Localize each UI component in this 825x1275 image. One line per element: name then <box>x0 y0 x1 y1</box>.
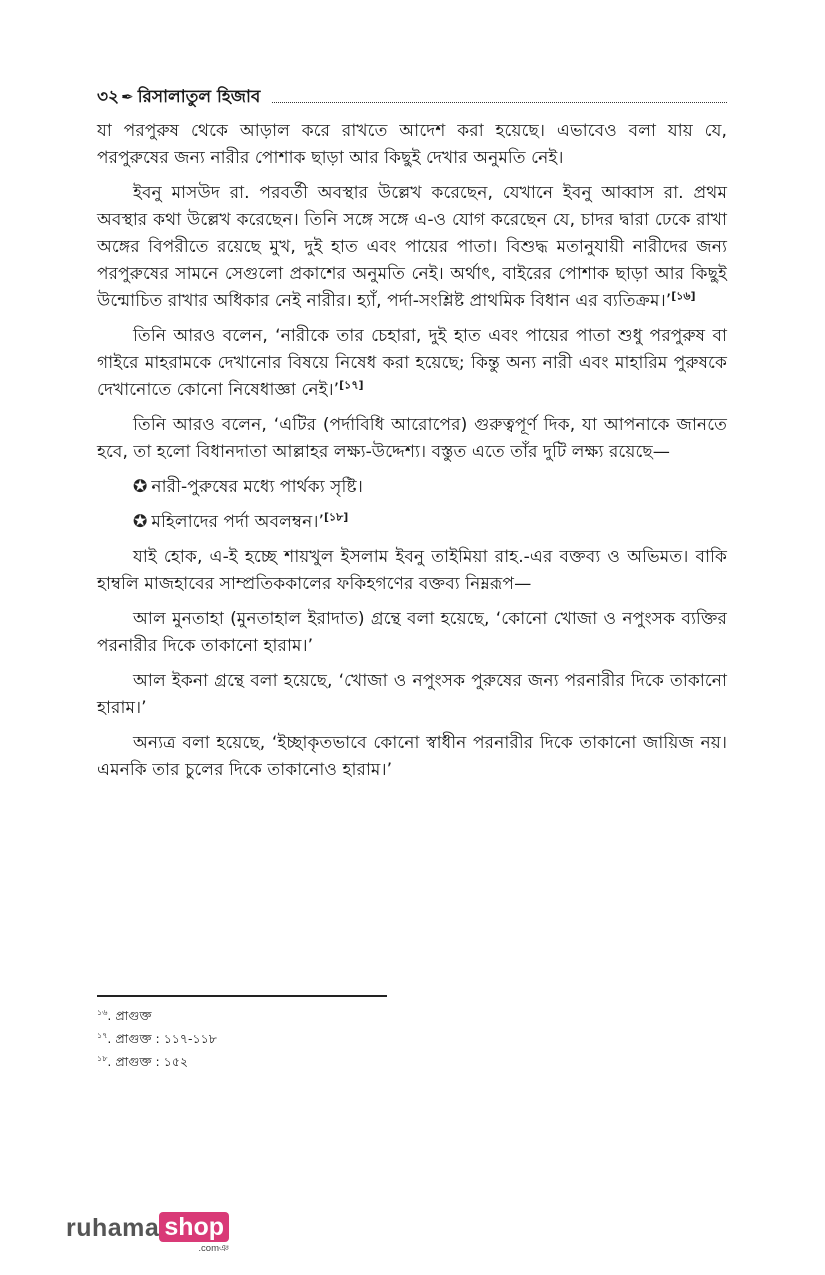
paragraph-2: ইবনু মাসউদ রা. পরবর্তী অবস্থার উল্লেখ করেছেন, যেখানে ইবনু আব্বাস রা. প্রথম অবস্থার কথা উল্লেখ করেছেন। তিনি সঙ্গে সঙ্গে এ-ও যোগ করেছেন যে, চাদর দ্বারা ঢেকে রাখা অঙ্গের বিপরীতে রয়েছে মুখ, দুই হাত এবং পায়ের পাতা। বিশুদ্ধ মতানুযায়ী নারীদের জন্য পরপুরুষের সামনে সেগুলো প্রকাশের অনুমতি নেই। অর্থাৎ, বাইরের পোশাক ছাড়া আর কিছুই উন্মোচিত রাখার অধিকার নেই নারীর। হ্যাঁ, পর্দা-সংশ্লিষ্ট প্রাথমিক বিধান এর ব্যতিক্রম।’[১৬] <box>97 183 727 311</box>
paragraph-6: আল মুনতাহা (মুনতাহাল ইরাদাত) গ্রন্থে বলা হয়েছে, ‘কোনো খোজা ও নপুংসক ব্যক্তির পরনারীর দিকে তাকানো হারাম।’ <box>97 609 727 656</box>
book-title: রিসালাতুল হিজাব <box>137 87 261 107</box>
pen-icon: ✒ <box>121 88 134 106</box>
logo-text-domain: .comঞ <box>198 1243 230 1254</box>
footnote-ref-16[interactable]: [১৬] <box>671 289 696 303</box>
logo-text-shop: shop <box>159 1212 229 1242</box>
footnote-ref-18[interactable]: [১৮] <box>323 510 349 524</box>
logo-text-ruhama: ruhama <box>66 1214 160 1242</box>
paragraph-1: যা পরপুরুষ থেকে আড়াল করে রাখতে আদেশ করা হয়েছে। এভাবেও বলা যায় যে, পরপুরুষের জন্য নারীর পোশাক ছাড়া আর কিছুই দেখার অনুমতি নেই। <box>97 121 727 168</box>
footnotes <box>97 1004 497 1073</box>
body-text <box>97 118 727 792</box>
bullet-icon: ✪ <box>133 477 148 497</box>
list-item: ✪ মহিলাদের পর্দা অবলম্বন।’[১৮] <box>133 510 349 532</box>
footnote-ref-17[interactable]: [১৭] <box>339 378 364 392</box>
paragraph-8: অন্যত্র বলা হয়েছে, ‘ইচ্ছাকৃতভাবে কোনো স্বাধীন পরনারীর দিকে তাকানো জায়িজ নয়। এমনকি তার চুলের দিকে তাকানোও হারাম।’ <box>97 733 727 780</box>
paragraph-7: আল ইকনা গ্রন্থে বলা হয়েছে, ‘খোজা ও নপুংসক পুরুষের জন্য পরনারীর দিকে তাকানো হারাম।’ <box>97 671 727 718</box>
footnote-18: $^{১৮}$. প্রাগুক্ত : ১৫২ <box>97 1053 189 1069</box>
footnote-divider <box>97 995 387 997</box>
paragraph-5: যাই হোক, এ-ই হচ্ছে শায়খুল ইসলাম ইবনু তাইমিয়া রাহ.-এর বক্তব্য ও অভিমত। বাকি হাম্বলি মাজহাবের সাম্প্রতিককালের ফকিহগণের বক্তব্য নিম্নরূপ— <box>97 547 727 594</box>
page-number: ৩২ <box>97 87 120 107</box>
running-header <box>97 84 727 108</box>
ruhamashop-logo <box>66 1212 229 1252</box>
paragraph-3: তিনি আরও বলেন, ‘নারীকে তার চেহারা, দুই হাত এবং পায়ের পাতা শুধু পরপুরুষ বা গাইরে মাহরামকে দেখানোর বিষয়ে নিষেধ করা হয়েছে; কিন্তু অন্য নারী এবং মাহারিম পুরুষকে দেখানোতে কোনো নিষেধাজ্ঞা নেই।’[১৭] <box>97 326 727 400</box>
footnote-16: $^{১৬}$. প্রাগুক্ত <box>97 1007 152 1023</box>
list-item: ✪ নারী-পুরুষের মধ্যে পার্থক্য সৃষ্টি। <box>133 477 363 497</box>
header-dotted-rule <box>272 102 727 103</box>
footnote-17: $^{১৭}$. প্রাগুক্ত : ১১৭-১১৮ <box>97 1030 217 1046</box>
paragraph-4: তিনি আরও বলেন, ‘এটির (পর্দাবিধি আরোপের) গুরুত্বপূর্ণ দিক, যা আপনাকে জানতে হবে, তা হলো বিধানদাতা আল্লাহর লক্ষ্য-উদ্দেশ্য। বস্তুত এতে তাঁর দুটি লক্ষ্য রয়েছে— <box>97 415 727 462</box>
bullet-icon: ✪ <box>133 512 148 532</box>
